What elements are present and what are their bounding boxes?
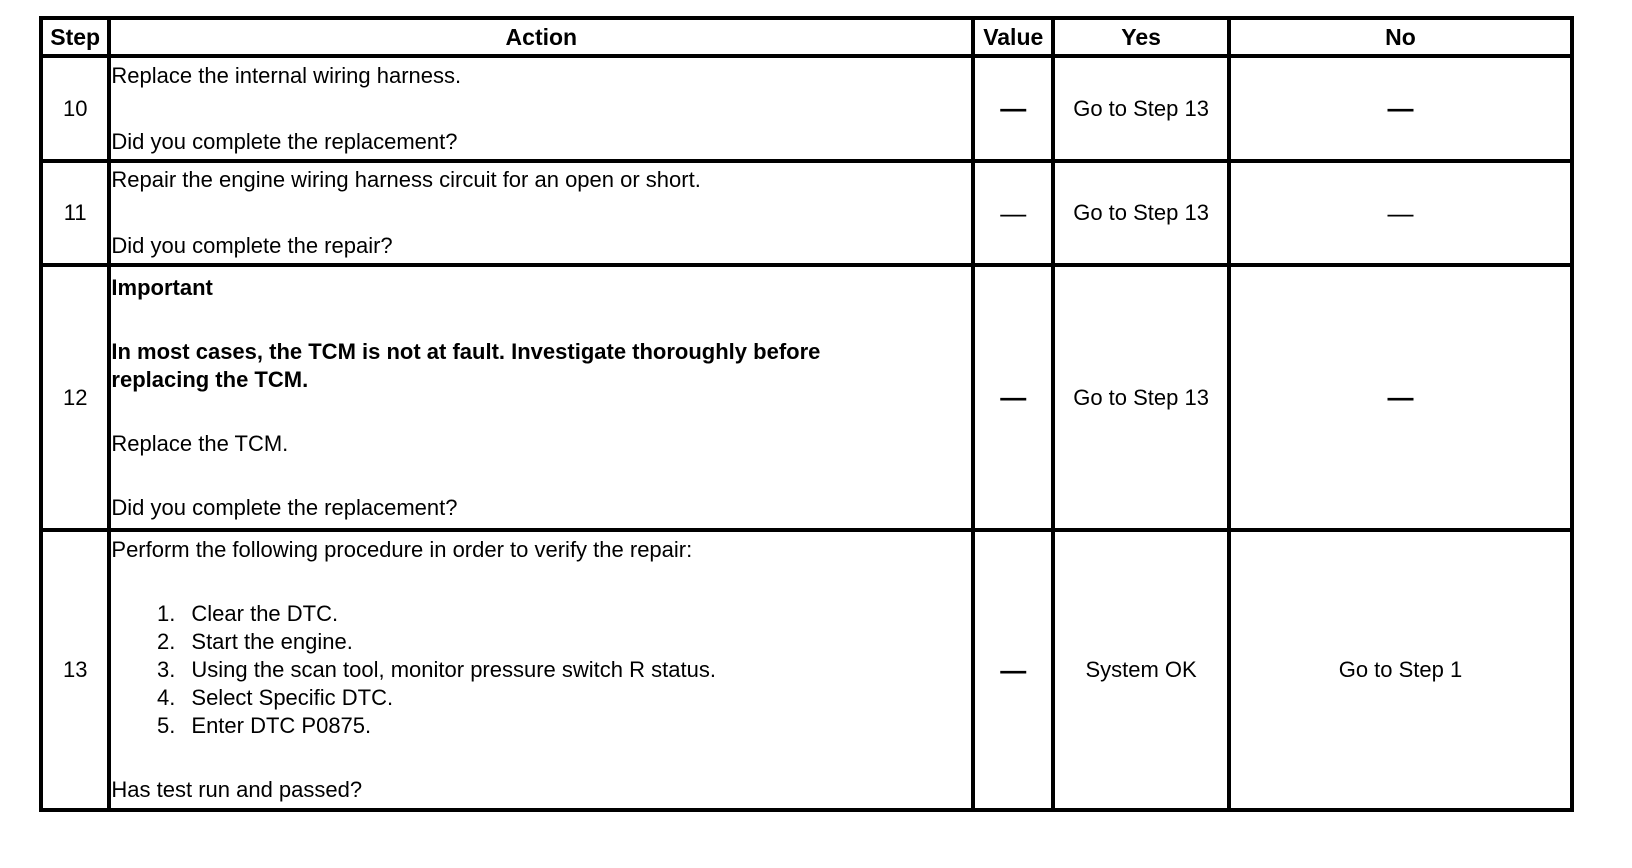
- important-title: Important: [111, 274, 213, 300]
- action-text: Repair the engine wiring harness circuit for an open or short.: [111, 167, 701, 192]
- step-number: 13: [41, 530, 109, 810]
- action-cell: [109, 161, 973, 265]
- list-item: 4. Select Specific DTC.: [157, 685, 394, 710]
- action-text: Replace the internal wiring harness.: [111, 62, 462, 88]
- list-item: 5. Enter DTC P0875.: [157, 713, 372, 738]
- table-row-step-11: [41, 161, 1572, 265]
- header-step: Step: [41, 18, 109, 56]
- important-text: In most cases, the TCM is not at fault. Investigate thoroughly before replacing the TCM.: [111, 338, 821, 392]
- value-cell: —: [973, 56, 1053, 161]
- yes-cell: System OK: [1053, 530, 1229, 810]
- value-cell: —: [973, 530, 1053, 810]
- value-cell: —: [973, 265, 1053, 530]
- action-cell: [109, 530, 973, 810]
- header-no: No: [1229, 18, 1572, 56]
- header-yes: Yes: [1053, 18, 1229, 56]
- no-cell: Go to Step 1: [1229, 530, 1572, 810]
- step-number: 12: [41, 265, 109, 530]
- yes-cell: Go to Step 13: [1053, 161, 1229, 265]
- diagnostic-table: [39, 16, 1574, 812]
- table-row-step-10: [41, 56, 1572, 161]
- no-cell: —: [1229, 161, 1572, 265]
- list-item: 2. Start the engine.: [157, 629, 353, 654]
- step-number: 11: [41, 161, 109, 265]
- header-action: Action: [109, 18, 973, 56]
- action-cell: [109, 56, 973, 161]
- header-value: Value: [973, 18, 1053, 56]
- action-question: Has test run and passed?: [111, 777, 363, 802]
- action-question: Did you complete the replacement?: [111, 128, 458, 154]
- table-row-step-12: [41, 265, 1572, 530]
- list-item: 3. Using the scan tool, monitor pressure switch R status.: [157, 657, 716, 682]
- value-cell: —: [973, 161, 1053, 265]
- table-row-step-13: [41, 530, 1572, 810]
- list-item: 1. Clear the DTC.: [157, 601, 339, 626]
- action-question: Did you complete the replacement?: [111, 494, 458, 520]
- yes-cell: Go to Step 13: [1053, 56, 1229, 161]
- step-number: 10: [41, 56, 109, 161]
- yes-cell: Go to Step 13: [1053, 265, 1229, 530]
- no-cell: —: [1229, 56, 1572, 161]
- header-row: [41, 18, 1572, 56]
- action-text: Replace the TCM.: [111, 430, 289, 456]
- action-cell: [109, 265, 973, 530]
- procedure-list: [111, 600, 971, 740]
- action-question: Did you complete the repair?: [111, 233, 393, 258]
- action-text: Perform the following procedure in order to verify the repair:: [111, 537, 693, 562]
- no-cell: —: [1229, 265, 1572, 530]
